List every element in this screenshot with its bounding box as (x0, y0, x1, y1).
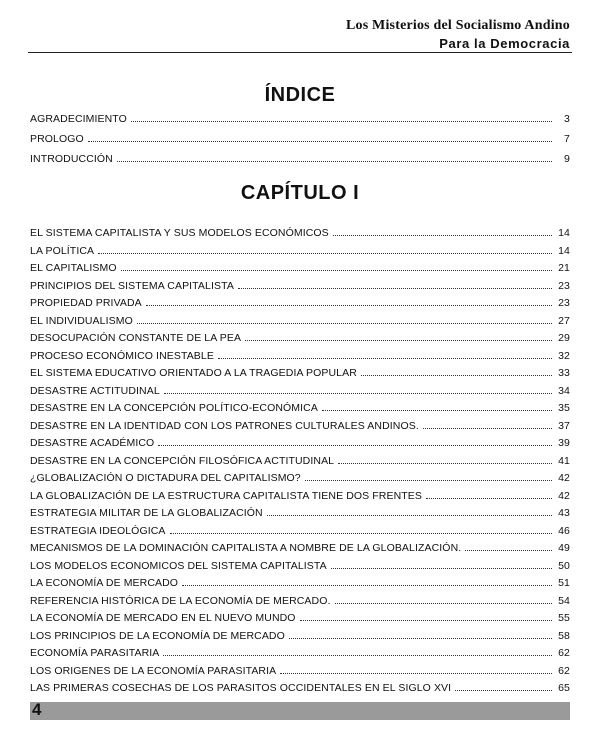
index-title: ÍNDICE (264, 84, 336, 106)
dot-leader (131, 112, 552, 122)
toc-entry-page: 14 (558, 227, 570, 240)
toc-entry-label: ESTRATEGIA MILITAR DE LA GLOBALIZACIÓN (30, 507, 263, 520)
dot-leader (238, 279, 552, 289)
toc-entry-page: 33 (558, 367, 570, 380)
toc-entry (30, 331, 570, 349)
dot-leader (322, 401, 552, 411)
toc-entry-page: 34 (558, 384, 570, 397)
toc-entry (30, 524, 570, 542)
toc-entry (30, 384, 570, 402)
dot-leader (335, 594, 552, 604)
dot-leader (361, 366, 552, 376)
dot-leader (146, 296, 552, 306)
toc-entry-label: DESOCUPACIÓN CONSTANTE DE LA PEA (30, 332, 242, 345)
dot-leader (333, 226, 552, 236)
running-header (346, 18, 570, 51)
dot-leader (245, 331, 552, 341)
book-title: Los Misterios del Socialismo Andino (345, 18, 570, 33)
toc-entry-page: 21 (558, 262, 570, 275)
toc-entry-page: 32 (558, 349, 570, 362)
toc-entry (30, 401, 570, 419)
dot-leader (121, 261, 552, 271)
toc-entry-page: 14 (558, 244, 570, 257)
toc-entry-page: 62 (558, 647, 570, 660)
toc-entry-page: 23 (558, 279, 570, 292)
toc-entry-page: 7 (564, 133, 570, 146)
toc-entry-label: EL INDIVIDUALISMO (30, 314, 133, 327)
toc-entry-page: 29 (558, 332, 570, 345)
toc-entry-label: LOS PRINCIPIOS DE LA ECONOMÍA DE MERCADO (30, 629, 285, 642)
toc-entry-label: LA ECONOMÍA DE MERCADO (30, 577, 179, 590)
dot-leader (158, 436, 552, 446)
toc-entry-label: PROCESO ECONÓMICO INESTABLE (30, 349, 214, 362)
toc-entry (30, 646, 570, 664)
toc-entry (30, 576, 570, 594)
toc-entry-page: 50 (558, 559, 570, 572)
toc-entry-page: 39 (558, 437, 570, 450)
toc-entry-page: 42 (558, 489, 570, 502)
toc-entry-page: 55 (558, 612, 570, 625)
toc-entry (30, 489, 570, 507)
intro-toc-list (30, 112, 570, 172)
dot-leader (455, 681, 552, 691)
toc-entry (30, 349, 570, 367)
toc-entry-label: LA ECONOMÍA DE MERCADO EN EL NUEVO MUNDO (30, 612, 296, 625)
toc-entry-label: PROLOGO (30, 133, 84, 146)
dot-leader (164, 384, 552, 394)
toc-entry-page: 43 (558, 507, 570, 520)
toc-entry (30, 261, 570, 279)
dot-leader (426, 489, 552, 499)
toc-entry (30, 244, 570, 262)
dot-leader (305, 471, 552, 481)
toc-entry (30, 366, 570, 384)
toc-entry-page: 9 (564, 153, 570, 166)
dot-leader (465, 541, 552, 551)
toc-entry-label: ¿GLOBALIZACIÓN O DICTADURA DEL CAPITALISMO? (30, 472, 301, 485)
toc-entry (30, 611, 570, 629)
toc-entry-page: 46 (558, 524, 570, 537)
dot-leader (331, 559, 552, 569)
dot-leader (98, 244, 552, 254)
dot-leader (218, 349, 552, 359)
toc-entry-label: PRINCIPIOS DEL SISTEMA CAPITALISTA (30, 279, 234, 292)
book-subtitle: Para la Democracia (439, 36, 570, 51)
toc-entry (30, 226, 570, 244)
toc-entry-label: INTRODUCCIÓN (30, 153, 113, 166)
toc-entry-label: REFERENCIA HISTÓRICA DE LA ECONOMÍA DE MERCADO. (30, 594, 331, 607)
chapter-toc-list (30, 226, 570, 699)
toc-entry-page: 51 (558, 577, 570, 590)
toc-entry-page: 23 (558, 297, 570, 310)
toc-entry-label: LAS PRIMERAS COSECHAS DE LOS PARASITOS OCCIDENTALES EN EL SIGLO XVI (30, 682, 452, 695)
toc-entry-page: 62 (558, 664, 570, 677)
toc-entry (30, 314, 570, 332)
page-number: 4 (32, 700, 42, 719)
toc-entry-page: 54 (558, 594, 570, 607)
toc-entry-label: EL CAPITALISMO (30, 262, 117, 275)
toc-entry (30, 112, 570, 132)
dot-leader (182, 576, 552, 586)
toc-entry-label: LOS MODELOS ECONOMICOS DEL SISTEMA CAPITALISTA (30, 559, 327, 572)
toc-entry (30, 454, 570, 472)
toc-entry (30, 419, 570, 437)
toc-entry (30, 559, 570, 577)
toc-entry (30, 594, 570, 612)
toc-entry-page: 3 (564, 113, 570, 126)
dot-leader (137, 314, 552, 324)
toc-entry-page: 65 (558, 682, 570, 695)
toc-entry (30, 541, 570, 559)
dot-leader (117, 152, 552, 162)
toc-entry (30, 681, 570, 699)
footer-bar (30, 702, 570, 720)
toc-entry-label: ESTRATEGIA IDEOLÓGICA (30, 524, 166, 537)
toc-entry (30, 132, 570, 152)
chapter-title: CAPÍTULO I (240, 182, 360, 204)
toc-entry (30, 152, 570, 172)
toc-entry-label: ECONOMÍA PARASITARIA (30, 647, 160, 660)
toc-entry (30, 664, 570, 682)
toc-entry-label: DESASTRE EN LA IDENTIDAD CON LOS PATRONES CULTURALES ANDINOS. (30, 419, 419, 432)
toc-entry-label: LA POLÍTICA (30, 244, 95, 257)
toc-entry (30, 629, 570, 647)
toc-entry-label: EL SISTEMA CAPITALISTA Y SUS MODELOS ECONÓMICOS (30, 227, 329, 240)
toc-entry-label: EL SISTEMA EDUCATIVO ORIENTADO A LA TRAGEDIA POPULAR (30, 367, 357, 380)
toc-entry (30, 436, 570, 454)
dot-leader (300, 611, 552, 621)
toc-entry-page: 42 (558, 472, 570, 485)
dot-leader (163, 646, 552, 656)
toc-entry-label: AGRADECIMIENTO (30, 113, 127, 126)
toc-entry-label: LOS ORIGENES DE LA ECONOMÍA PARASITARIA (30, 664, 277, 677)
dot-leader (267, 506, 552, 516)
dot-leader (280, 664, 552, 674)
toc-entry-page: 35 (558, 402, 570, 415)
dot-leader (289, 629, 552, 639)
dot-leader (170, 524, 552, 534)
toc-entry (30, 506, 570, 524)
toc-entry-label: DESASTRE ACTITUDINAL (30, 384, 160, 397)
dot-leader (423, 419, 552, 429)
toc-entry-label: MECANISMOS DE LA DOMINACIÓN CAPITALISTA A NOMBRE DE LA GLOBALIZACIÓN. (30, 542, 462, 555)
toc-entry-label: DESASTRE EN LA CONCEPCIÓN FILOSÓFICA ACTITUDINAL (30, 454, 335, 467)
toc-entry (30, 279, 570, 297)
header-divider (28, 52, 572, 53)
toc-entry-label: PROPIEDAD PRIVADA (30, 297, 142, 310)
toc-entry-label: DESASTRE EN LA CONCEPCIÓN POLÍTICO-ECONÓMICA (30, 402, 318, 415)
toc-entry-label: LA GLOBALIZACIÓN DE LA ESTRUCTURA CAPITALISTA TIENE DOS FRENTES (30, 489, 422, 502)
toc-entry-page: 49 (558, 542, 570, 555)
toc-entry (30, 471, 570, 489)
toc-entry-page: 27 (558, 314, 570, 327)
dot-leader (338, 454, 552, 464)
toc-entry-page: 41 (558, 454, 570, 467)
toc-entry-page: 58 (558, 629, 570, 642)
toc-entry-label: DESASTRE ACADÉMICO (30, 437, 155, 450)
toc-entry (30, 296, 570, 314)
dot-leader (88, 132, 552, 142)
toc-entry-page: 37 (558, 419, 570, 432)
